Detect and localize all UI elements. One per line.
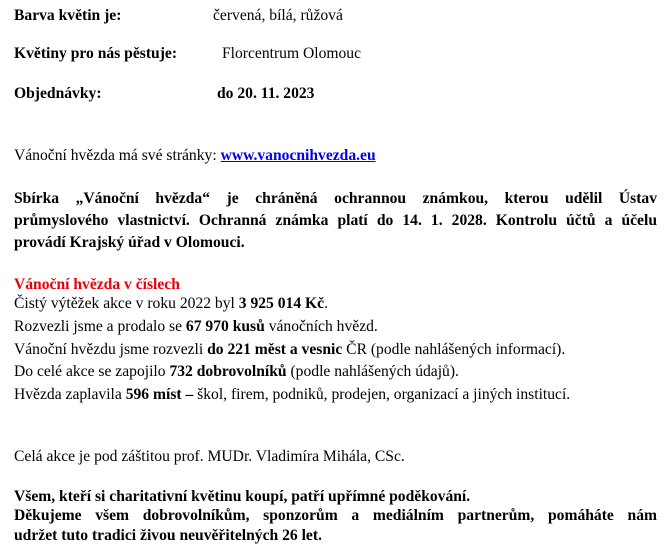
flower-color-value: červená, bílá, růžová [213,7,343,24]
grower-label: Květiny pro nás pěstuje: [14,45,178,62]
units-sold-end: vánočních hvězd. [264,318,378,335]
thanks-paragraph [14,506,657,546]
towns-text: Vánoční hvězdu jsme rozvezli [14,341,208,358]
trademark-line-1: Sbírka „Vánoční hvězda“ je chráněná ochrannou známkou, kterou udělil Ústav [14,190,657,207]
units-sold-value: 67 970 kusů [185,318,265,335]
numbers-line-5 [14,385,570,405]
places-text: Hvězda zaplavila [14,386,126,403]
website-line [14,146,376,166]
volunteers-end: (podle nahlášených údajů). [286,363,459,380]
units-sold-text: Rozvezli jsme a prodalo se [14,318,186,335]
numbers-line-3 [14,340,565,360]
net-proceeds-text: Čistý výtěžek akce v roku 2022 byl [14,295,239,312]
website-link[interactable]: www.vanocnihvezda.eu [220,147,376,164]
trademark-line-3: provádí Krajský úřad v Olomouci. [14,234,245,251]
grower-value: Florcentrum Olomouc [222,45,362,62]
net-proceeds-value: 3 925 014 Kč [238,295,325,312]
volunteers-text: Do celé akce se zapojilo [14,363,170,380]
towns-value: do 221 měst a vesnic [207,341,343,358]
places-value: 596 míst – [125,386,194,403]
thanks-line-3: udržet tuto tradici živou neuvěřitelných 26 let. [14,527,322,544]
orders-label: Objednávky: [14,85,102,102]
thanks-line-2: Děkujeme všem dobrovolníkům, sponzorům a mediálním partnerům, pomáháte nám [14,507,657,524]
trademark-paragraph [14,188,657,254]
orders-value: do 20. 11. 2023 [217,85,315,102]
numbers-line-2 [14,317,378,337]
volunteers-value: 732 dobrovolníků [169,363,287,380]
numbers-line-1 [14,294,328,314]
towns-end: ČR (podle nahlášených informací). [342,341,566,358]
thanks-line-1: Všem, kteří si charitativní květinu koupí, patří upřímné poděkování. [14,488,471,505]
numbers-heading: Vánoční hvězda v číslech [14,276,180,293]
patron-line: Celá akce je pod záštitou prof. MUDr. Vladimíra Mihála, CSc. [14,448,405,465]
website-prefix: Vánoční hvězda má své stránky: [14,147,221,164]
numbers-line-4 [14,362,459,382]
net-proceeds-end: . [324,295,328,312]
flower-color-label: Barva květin je: [14,7,122,24]
places-end: škol, firem, podniků, prodejen, organizací a jiných institucí. [193,386,571,403]
trademark-line-2: průmyslového vlastnictví. Ochranná známka platí do 14. 1. 2028. Kontrolu účtů a účelu [14,212,657,229]
